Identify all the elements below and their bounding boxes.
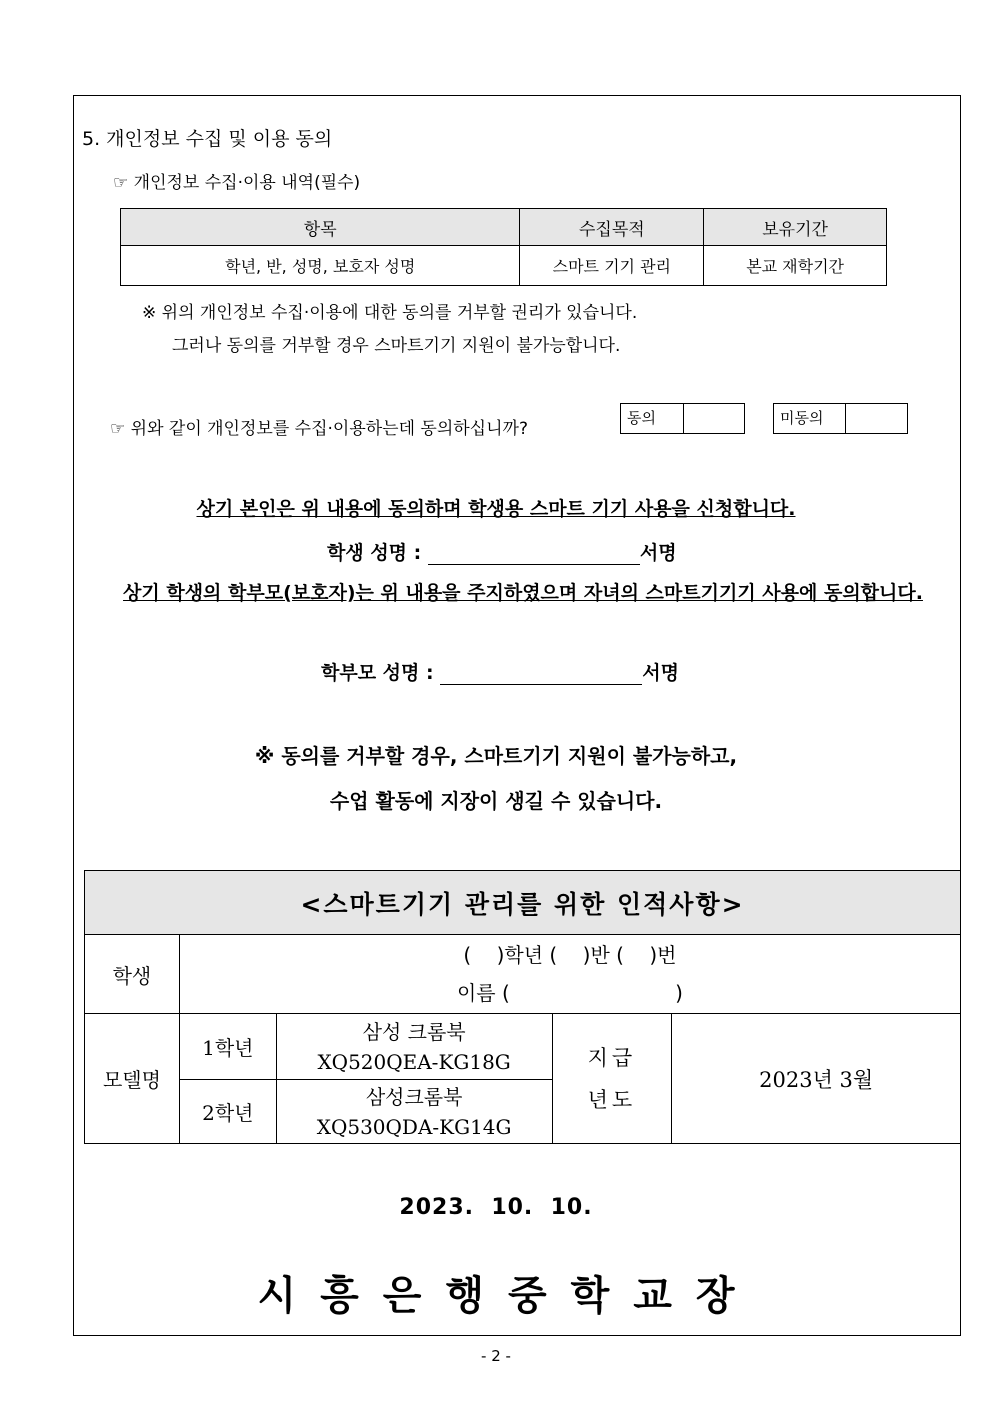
- model-2-name: 삼성크롬북: [365, 1084, 463, 1109]
- supply-label-2: 년도: [587, 1087, 637, 1112]
- parent-statement: 상기 학생의 학부모(보호자)는 위 내용을 주지하였으며 자녀의 스마트기기기 사용에 동의합니다.: [123, 582, 923, 604]
- device-table-title: <스마트기기 관리를 위한 인적사항>: [85, 871, 961, 935]
- page-number: - 2 -: [481, 1347, 511, 1365]
- model-2-code: XQ530QDA-KG14G: [316, 1114, 512, 1139]
- cell-item: 학년, 반, 성명, 보호자 성명: [121, 246, 520, 286]
- class-number-line: ( )학년 ( )반 ( )번: [463, 943, 677, 967]
- school-name: 시흥은행중학교장: [257, 1273, 759, 1319]
- agree-label: 동의: [627, 409, 656, 427]
- application-statement: 상기 본인은 위 내용에 동의하며 학생용 스마트 기기 사용을 신청합니다.: [196, 498, 796, 520]
- agree-divider: [683, 404, 684, 433]
- student-label: 학생: [85, 935, 180, 1014]
- section-subtitle: ☞ 개인정보 수집·이용 내역(필수): [113, 173, 361, 193]
- header-purpose: 수집목적: [520, 209, 704, 246]
- model-1-code: XQ520QEA-KG18G: [317, 1049, 511, 1074]
- student-info-cell[interactable]: [179, 935, 960, 1014]
- disagree-divider: [845, 404, 846, 433]
- model-2-cell: [276, 1080, 552, 1144]
- student-sign-suffix: 서명: [639, 542, 677, 564]
- student-name-line: 이름 ( ): [456, 981, 683, 1005]
- notice-line-2: 그러나 동의를 거부할 경우 스마트기기 지원이 불가능합니다.: [172, 336, 621, 356]
- parent-sign-label: 학부모 성명 :: [321, 662, 434, 684]
- parent-sign-suffix: 서명: [642, 662, 679, 684]
- model-1-cell: [276, 1014, 552, 1080]
- header-retention: 보유기간: [704, 209, 887, 246]
- document-date: 2023. 10. 10.: [399, 1195, 593, 1220]
- cell-retention: 본교 재학기간: [704, 246, 887, 286]
- warning-line-1: ※ 동의를 거부할 경우, 스마트기기 지원이 불가능하고,: [254, 744, 738, 768]
- cell-purpose: 스마트 기기 관리: [520, 246, 704, 286]
- consent-question: ☞ 위와 같이 개인정보를 수집·이용하는데 동의하십니까?: [110, 419, 528, 439]
- grade-2-label: 2학년: [179, 1080, 276, 1144]
- info-table: [120, 208, 887, 286]
- supply-year-value: 2023년 3월: [672, 1014, 961, 1144]
- section-title: 5. 개인정보 수집 및 이용 동의: [82, 128, 333, 150]
- student-sign-line[interactable]: [428, 544, 640, 565]
- device-table: [84, 870, 961, 1144]
- disagree-label: 미동의: [780, 409, 824, 427]
- warning-line-2: 수업 활동에 지장이 생길 수 있습니다.: [329, 789, 663, 813]
- model-label: 모델명: [85, 1014, 180, 1144]
- agree-checkbox[interactable]: [620, 403, 745, 434]
- supply-year-label: [552, 1014, 672, 1144]
- model-1-name: 삼성 크롬북: [362, 1019, 466, 1044]
- grade-1-label: 1학년: [179, 1014, 276, 1080]
- parent-sign-line[interactable]: [440, 664, 642, 685]
- supply-label-1: 지급: [587, 1045, 637, 1070]
- header-item: 항목: [121, 209, 520, 246]
- student-sign-label: 학생 성명 :: [327, 542, 422, 564]
- disagree-checkbox[interactable]: [773, 403, 908, 434]
- notice-line-1: ※ 위의 개인정보 수집·이용에 대한 동의를 거부할 권리가 있습니다.: [142, 303, 638, 323]
